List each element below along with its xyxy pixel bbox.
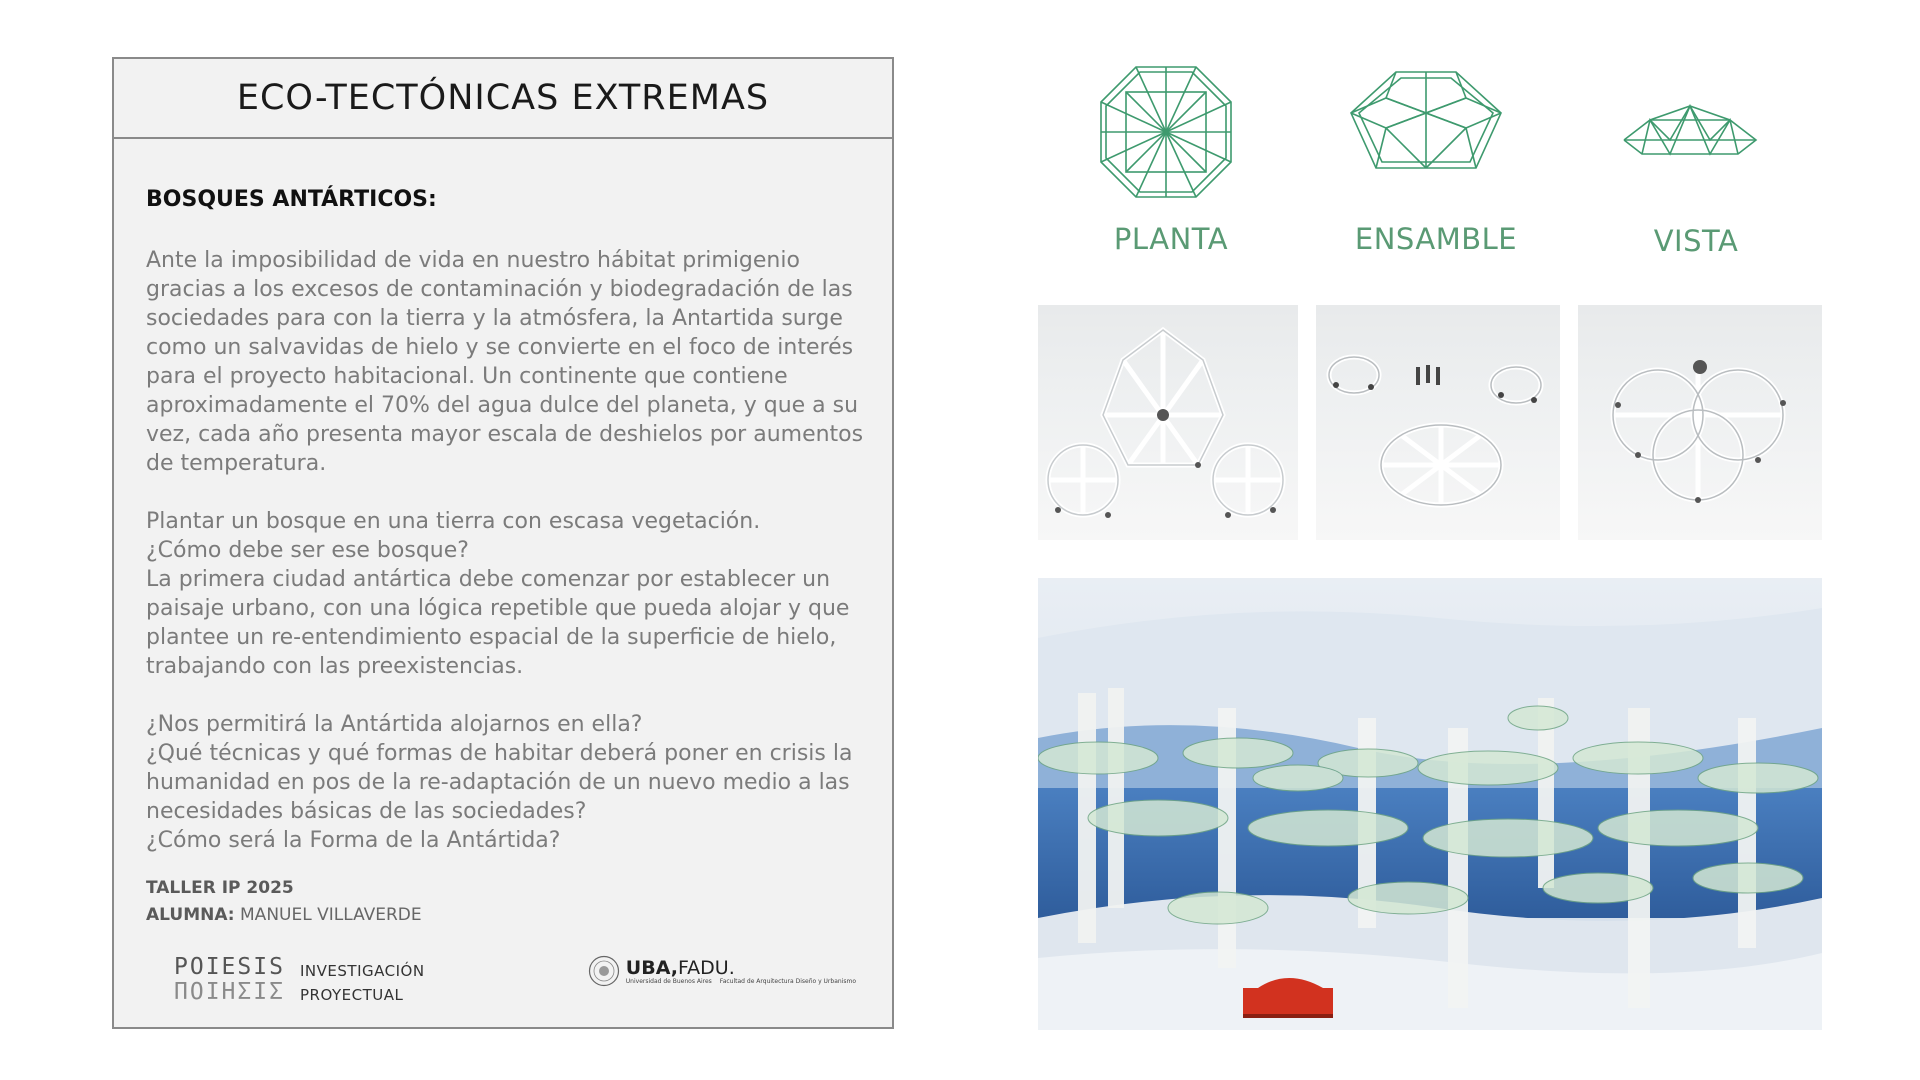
inv-line-1: INVESTIGACIÓN (300, 962, 425, 980)
fadu-subtext: Facultad de Arquitectura Diseño y Urbanismo (719, 977, 856, 985)
uba-seal-icon (588, 955, 620, 987)
poiesis-logo (174, 955, 285, 1005)
investigation-label (300, 959, 425, 1007)
text-panel (112, 57, 894, 1029)
panel-header (114, 59, 892, 139)
fadu-text: FADU. (677, 956, 735, 979)
paragraph-line: ¿Cómo debe ser ese bosque? (146, 538, 469, 563)
model-view-image (1578, 305, 1822, 540)
paragraph-line: Plantar un bosque en una tierra con escasa vegetación. (146, 509, 761, 534)
model-parts-image (1316, 305, 1560, 540)
student-name: MANUEL VILLAVERDE (240, 905, 422, 925)
panel-body (146, 187, 864, 884)
uba-fadu-logo (588, 955, 856, 987)
page-title: ECO-TECTÓNICAS EXTREMAS (236, 78, 770, 118)
paragraph-3 (146, 710, 864, 855)
label-ensamble: ENSAMBLE (1354, 222, 1518, 256)
section-subtitle: BOSQUES ANTÁRTICOS: (146, 187, 437, 212)
antarctic-forest-render (1038, 578, 1822, 1030)
uba-text: UBA, (625, 956, 678, 979)
model-photo-1 (1038, 305, 1298, 540)
model-photo-3 (1578, 305, 1822, 540)
poiesis-greek: ΠΟΙΗΣΙΣ (174, 979, 285, 1005)
vista-diagram (1620, 102, 1760, 158)
model-photo-2 (1316, 305, 1560, 540)
label-planta: PLANTA (1113, 222, 1229, 256)
workshop-label: TALLER IP 2025 (146, 878, 294, 898)
paragraph-line: La primera ciudad antártica debe comenzar por establecer un paisaje urbano, con una lógica repetible que pueda alojar y que plantee un re-entendimiento espacial de la superficie de hielo, trabajando con las preexistencias. (146, 567, 850, 679)
footer-logos (174, 955, 856, 1015)
paragraph-line: ¿Nos permitirá la Antártida alojarnos en ella? (146, 712, 643, 737)
label-vista: VISTA (1653, 224, 1739, 258)
inv-line-2: PROYECTUAL (300, 986, 404, 1004)
antarctic-landscape-image (1038, 578, 1822, 1030)
paragraph-2 (146, 507, 864, 681)
paragraph-1 (146, 246, 864, 478)
paragraph-line: ¿Cómo será la Forma de la Antártida? (146, 828, 561, 853)
poiesis-latin: POIESIS (174, 954, 285, 980)
uba-subtext: Universidad de Buenos Aires (625, 977, 712, 985)
paragraph-line: ¿Qué técnicas y qué formas de habitar deberá poner en crisis la humanidad en pos de la re-adaptación de un nuevo medio a las necesidades básicas de las sociedades? (146, 741, 853, 824)
ensamble-diagram (1346, 68, 1506, 180)
model-structure-image (1038, 305, 1298, 540)
planta-diagram (1096, 62, 1236, 202)
credits (146, 875, 422, 929)
paragraph-line: Ante la imposibilidad de vida en nuestro hábitat primigenio gracias a los excesos de contaminación y biodegradación de las sociedades para con la tierra y la atmósfera, la Antartida surge como un salvavidas de hielo y se convierte en el foco de interés para el proyecto habitacional. Un continente que contiene aproximadamente el 70% del agua dulce del planeta, y que a su vez, cada año presenta mayor escala de deshielos por aumentos de temperatura. (146, 248, 864, 476)
student-label: ALUMNA: (146, 905, 235, 925)
